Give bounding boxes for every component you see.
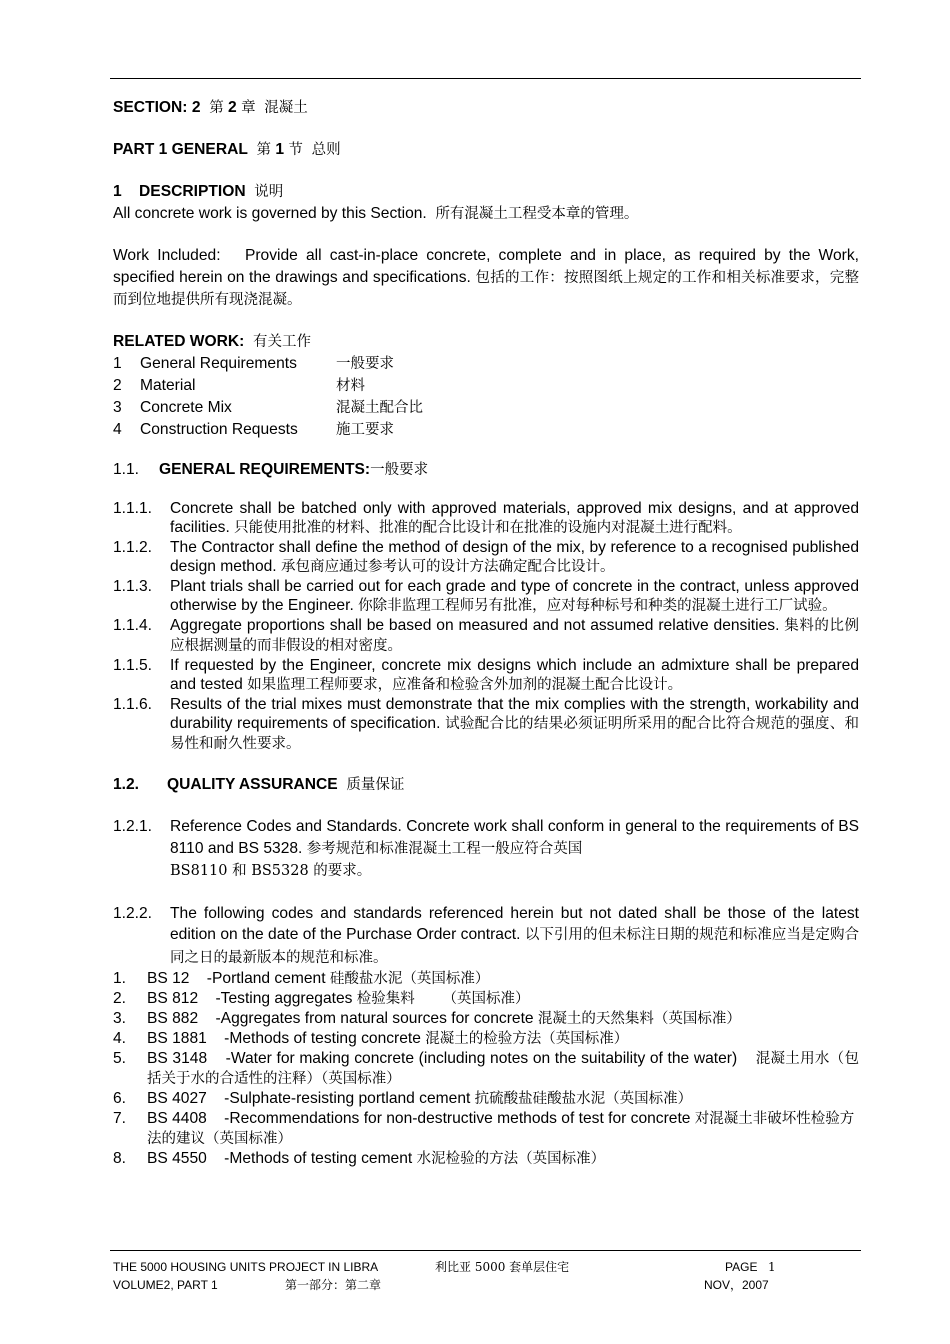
work-included-paragraph: Work Included: Provide all cast-in-place concrete, complete and in place, as required by the Work, specified herein on the drawings and specifications. 包括的工作：按照图纸上规定的工作和相关标准要求，完整而到位地提供所有现浇混凝。 (113, 247, 864, 308)
list-item: 7. BS 4408 -Recommendations for non-destructive methods of test for concrete 对混凝土非破坏性检验方法的建议（英国标准） (113, 1110, 855, 1147)
requirement-item: 1.1.2. The Contractor shall define the method of design of the mix, by reference to a recognised published design method. 承包商应通过参考认可的设计方法确定配合比设计。 (113, 539, 859, 575)
requirement-item: 1.1.3. Plant trials shall be carried out for each grade and type of concrete in the contract, unless approved otherwise by the Engineer. 你除非监理工程师另有批准，应对每种标号和种类的混凝土进行工厂试验。 (113, 578, 859, 614)
part-title: PART 1 GENERAL 第 1 节 总则 (113, 141, 341, 158)
requirement-item: 1.1.5. If requested by the Engineer, concrete mix designs which include an admixture shall be prepared and tested 如果监理工程师要求，应准备和检验含外加剂的混凝土配合比设计。 (113, 657, 859, 693)
list-item: 1 General Requirements 一般要求 (113, 355, 394, 372)
general-requirements-heading: 1.1. GENERAL REQUIREMENTS:一般要求 (113, 461, 429, 478)
list-item: 2. BS 812 -Testing aggregates 检验集料 （英国标准） (113, 990, 530, 1007)
requirement-item: 1.1.6. Results of the trial mixes must demonstrate that the mix complies with the strength, workability and durability requirements of specification. 试验配合比的结果必须证明所采用的配合比符合规范的强度、和易性和耐久性要求。 (113, 696, 859, 752)
list-item: 4. BS 1881 -Methods of testing concrete 混凝土的检验方法（英国标准） (113, 1030, 629, 1047)
list-item: 8. BS 4550 -Methods of testing cement 水泥检验的方法（英国标准） (113, 1150, 606, 1167)
footer (113, 1258, 859, 1294)
related-work-list (113, 353, 859, 441)
footer-rule (110, 1250, 861, 1251)
footer-project-title-cn: 利比亚 5000 套单层住宅 (435, 1260, 570, 1274)
footer-volume: VOLUME2, PART 1 (113, 1278, 218, 1292)
quality-item: 1.2.2. The following codes and standards referenced herein but not dated shall be those of the latest edition on the date of the Purchase Order contract. 以下引用的但未标注日期的规范和标准应当是定购合同之日的最新版本的规范和标准。 (113, 904, 859, 966)
list-item: 4 Construction Requests 施工要求 (113, 421, 394, 438)
header-rule (110, 78, 861, 79)
footer-date: NOV，2007 (704, 1278, 769, 1292)
document-body (113, 97, 864, 1169)
section-title: SECTION: 2 第 2 章 混凝土 (113, 99, 308, 116)
list-item: 2 Material 材料 (113, 377, 365, 394)
quality-assurance-heading: 1.2. QUALITY ASSURANCE 质量保证 (113, 776, 405, 793)
requirement-item: 1.1.1. Concrete shall be batched only with approved materials, approved mix designs, and at approved facilities. 只能使用批准的材料、批准的配合比设计和在批准的设施内对混凝土进行配料。 (113, 500, 859, 536)
list-item: 3 Concrete Mix 混凝土配合比 (113, 399, 423, 416)
list-item: 3. BS 882 -Aggregates from natural sources for concrete 混凝土的天然集料（英国标准） (113, 1010, 741, 1027)
list-item: 1. BS 12 -Portland cement 硅酸盐水泥（英国标准） (113, 970, 490, 987)
footer-page-label: PAGE (725, 1260, 758, 1274)
quality-item: 1.2.1. Reference Codes and Standards. Concrete work shall conform in general to the requirements of BS 8110 and BS 5328. 参考规范和标准混凝土工程一般应符合英国 BS8110 和 BS5328 的要求。 (113, 818, 859, 879)
related-work-heading: RELATED WORK: 有关工作 (113, 333, 312, 350)
list-item: 6. BS 4027 -Sulphate-resisting portland cement 抗硫酸盐硅酸盐水泥（英国标准） (113, 1090, 693, 1107)
footer-page-number: 1 (768, 1260, 776, 1274)
footer-part-cn: 第一部分：第二章 (285, 1278, 382, 1292)
standards-list (113, 969, 859, 1169)
footer-project-title: THE 5000 HOUSING UNITS PROJECT IN LIBRA (113, 1260, 379, 1274)
general-requirements-list (113, 499, 859, 754)
description-text: All concrete work is governed by this Section. 所有混凝土工程受本章的管理。 (113, 205, 639, 222)
requirement-item: 1.1.4. Aggregate proportions shall be based on measured and not assumed relative densities. 集料的比例应根据测量的而非假设的相对密度。 (113, 617, 859, 654)
list-item: 5. BS 3148 -Water for making concrete (including notes on the suitability of the water) 混凝土用水（包括关于水的合适性的注释）（英国标准） (113, 1050, 859, 1087)
description-heading: 1 DESCRIPTION 说明 (113, 183, 284, 200)
